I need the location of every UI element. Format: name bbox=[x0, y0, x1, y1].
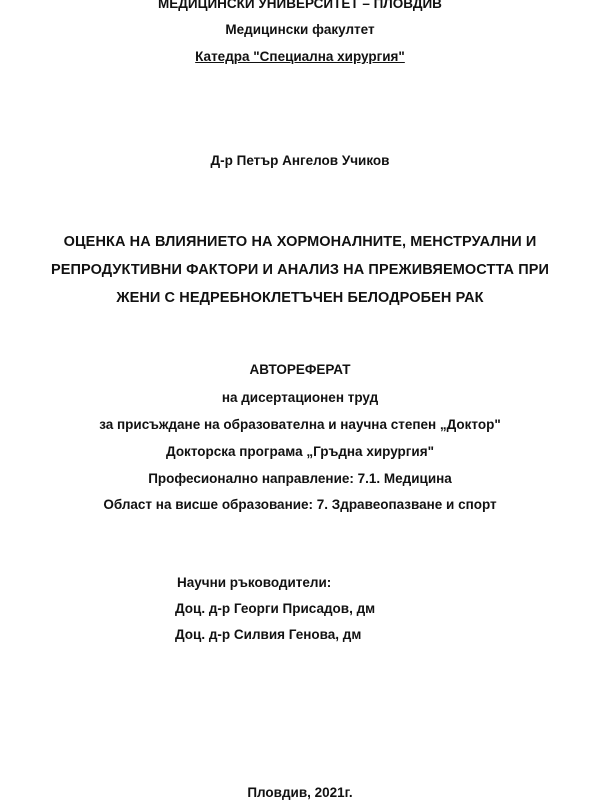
abstract-heading: АВТОРЕФЕРАТ bbox=[249, 362, 351, 377]
supervisor-2: Доц. д-р Силвия Генова, дм bbox=[175, 627, 362, 642]
department-name: Катедра "Специална хирургия" bbox=[195, 49, 405, 64]
thesis-title-line-1: ОЦЕНКА НА ВЛИЯНИЕТО НА ХОРМОНАЛНИТЕ, МЕНСТРУАЛНИ И bbox=[63, 234, 537, 250]
abstract-line-4: Професионално направление: 7.1. Медицина bbox=[148, 471, 452, 486]
place-and-year: Пловдив, 2021г. bbox=[247, 785, 353, 800]
abstract-line-1: на дисертационен труд bbox=[221, 390, 379, 405]
supervisor-1: Доц. д-р Георги Присадов, дм bbox=[175, 601, 376, 616]
university-name: МЕДИЦИНСКИ УНИВЕРСИТЕТ – ПЛОВДИВ bbox=[158, 0, 442, 11]
abstract-line-2: за присъждане на образователна и научна степен „Доктор" bbox=[99, 417, 501, 432]
thesis-title-line-3: ЖЕНИ С НЕДРЕБНОКЛЕТЪЧЕН БЕЛОДРОБЕН РАК bbox=[116, 290, 484, 306]
author-name: Д-р Петър Ангелов Учиков bbox=[210, 153, 390, 168]
thesis-title-line-2: РЕПРОДУКТИВНИ ФАКТОРИ И АНАЛИЗ НА ПРЕЖИВЯЕМОСТТА ПРИ bbox=[50, 262, 550, 278]
supervisors-label: Научни ръководители: bbox=[177, 575, 332, 590]
abstract-line-5: Област на висше образование: 7. Здравеопазване и спорт bbox=[103, 497, 497, 512]
faculty-name: Медицински факултет bbox=[225, 22, 375, 37]
abstract-line-3: Докторска програма „Гръдна хирургия" bbox=[166, 444, 434, 459]
